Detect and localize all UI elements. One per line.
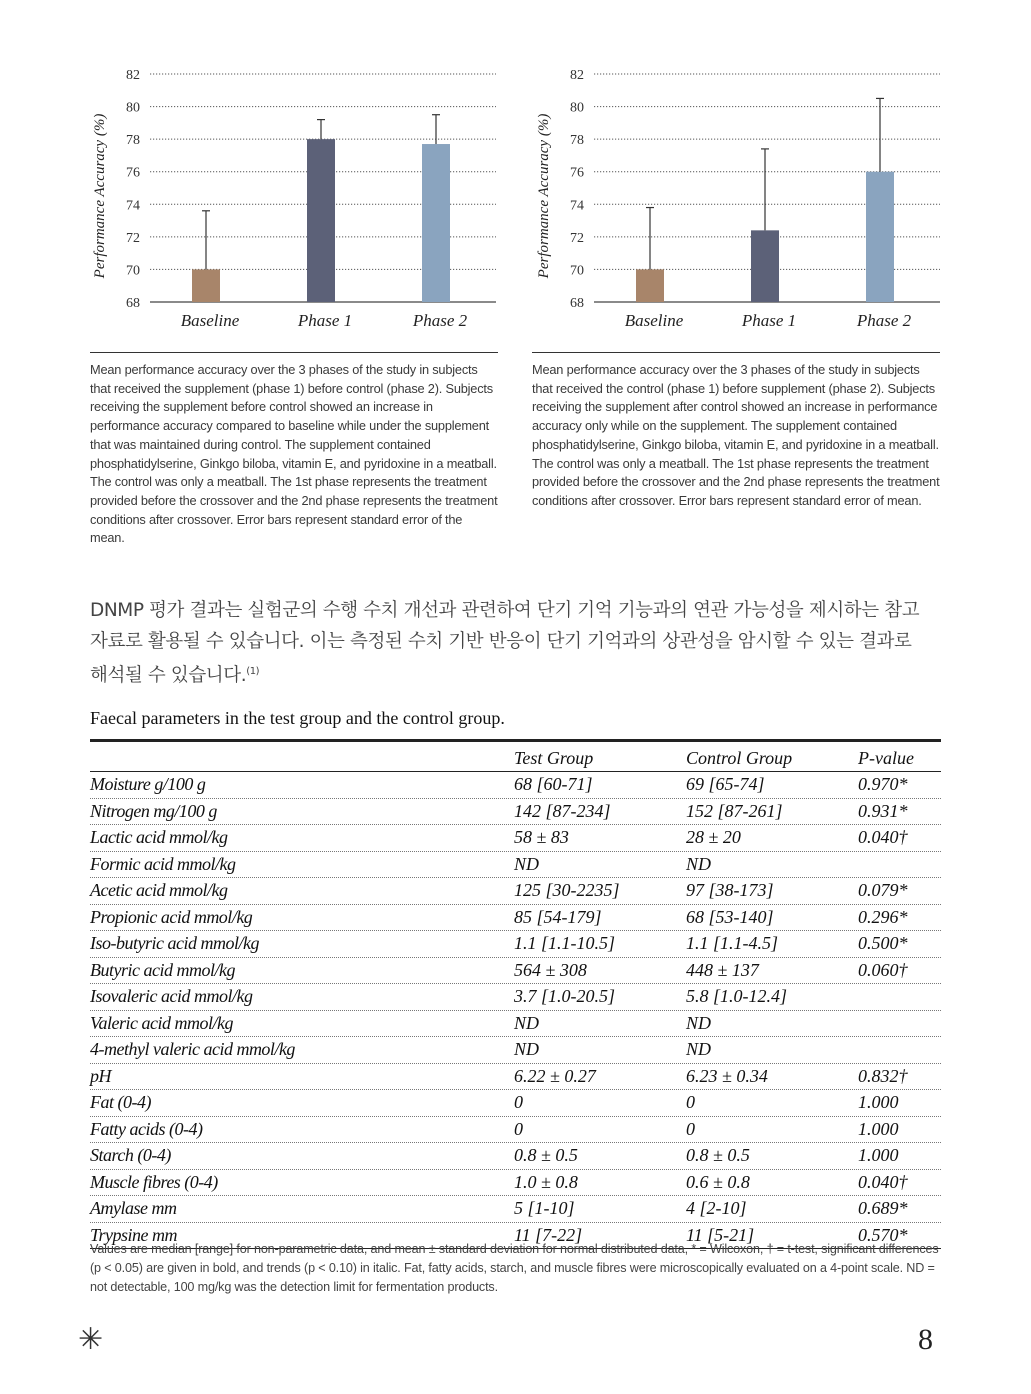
table-cell: 0 [686,1092,695,1112]
y-tick-label: 82 [570,68,584,83]
table-cell: 1.000 [858,1145,899,1165]
korean-line-2: 자료로 활용될 수 있습니다. 이는 측정된 수치 기반 반응이 단기 기억과의 상관성을 암시할 수 있는 결과로 [90,630,912,652]
table-cell: 11 [5-21] [686,1224,755,1245]
table-row [90,931,941,958]
x-category-label: Phase 1 [297,311,353,330]
table-cell: 0.500* [858,933,908,953]
y-tick-label: 68 [126,296,140,311]
table-row [90,1143,941,1170]
chart-right [526,55,966,340]
table-cell: Propionic acid mmol/kg [90,906,253,927]
table-cell: Fatty acids (0-4) [90,1118,203,1139]
table-cell: Moisture g/100 g [90,774,206,794]
table-cell: 97 [38-173] [686,880,774,900]
table-cell: 5.8 [1.0-12.4] [686,986,788,1006]
bar-chart-left [82,55,522,340]
table-cell: ND [514,853,540,874]
table-cell: 0.689* [858,1198,908,1218]
table-cell: Valeric acid mmol/kg [90,1012,233,1033]
table-cell: 58 ± 83 [514,827,569,847]
y-tick-label: 82 [126,68,140,83]
page-number: 8 [918,1323,933,1356]
table-row [90,1090,941,1117]
x-category-label: Baseline [180,311,240,330]
table-cell: 0.079* [858,880,908,900]
table-cell: ND [514,1039,540,1059]
korean-line-1: DNMP 평가 결과는 실험군의 수행 수치 개선과 관련하여 단기 기억 기능과의 연관 가능성을 제시하는 참고 [90,600,920,621]
table-cell: Butyric acid mmol/kg [90,959,235,980]
table-cell: 152 [87-261] [686,800,783,821]
y-tick-label: 68 [570,296,584,311]
table-cell: 0.8 ± 0.5 [686,1145,750,1165]
x-category-label: Phase 1 [741,311,797,330]
y-tick-label: 78 [570,133,584,149]
table-header-row [90,742,941,772]
table-cell: Formic acid mmol/kg [90,853,236,874]
table-cell: 11 [7-22] [514,1224,583,1245]
bar-left-baseline [192,269,220,302]
y-tick-label: 76 [126,165,140,181]
table-row [90,1196,941,1223]
table-row [90,1011,941,1038]
table-header-cell: P-value [858,748,914,768]
star-ornament-icon: ✳ [78,1322,104,1357]
table-row [90,1170,941,1197]
table-cell: 0.931* [858,800,908,821]
y-tick-label: 70 [570,263,584,279]
x-category-label: Phase 2 [856,311,912,330]
table-row [90,1117,941,1144]
table-header-cell: Test Group [514,748,594,768]
table-cell: Lactic acid mmol/kg [90,827,228,847]
table-cell: Iso-butyric acid mmol/kg [90,933,259,953]
table-row [90,905,941,932]
table-cell: 1.000 [858,1092,899,1112]
y-axis-title: Performance Accuracy (%) [536,113,552,279]
table-cell: Trypsine mm [90,1224,178,1245]
table-cell: 564 ± 308 [514,959,587,980]
table-row [90,799,941,826]
reference-marker: (1) [246,666,260,677]
x-category-label: Baseline [624,311,684,330]
table-cell: 0.6 ± 0.8 [686,1171,750,1192]
table-cell: 1.000 [858,1118,899,1139]
y-tick-label: 72 [126,230,140,246]
table-cell: 0 [686,1118,695,1139]
faecal-parameters-table [90,739,941,1249]
table-cell: 5 [1-10] [514,1198,575,1218]
table-cell: Nitrogen mg/100 g [90,800,217,821]
y-tick-label: 72 [570,230,584,246]
chart-caption-right: Mean performance accuracy over the 3 phases of the study in subjects that received the control (phase 1) before supplement (phase 2). Subjects receiving the supplement after control showed an increase in performance accuracy only while on the supplement. The supplement contained phosphatidylserine, Ginkgo biloba, vitamin E, and pyridoxine in a meatball. The control was only a meatball. The 1st phase represents the treatment provided before the crossover and the 2nd phase represents the treatment conditions after crossover. Error bars represent standard error of mean. [532,352,940,511]
table-cell: 1.0 ± 0.8 [514,1171,578,1192]
table-cell: 68 [60-71] [514,774,593,794]
bar-right-phase-2 [866,172,894,302]
table-cell: 0.040† [858,827,908,847]
table-footnote: Values are median [range] for non-parametric data, and mean ± standard deviation for normal distributed data, * = Wilcoxon, † = t-test, significant differences (p < 0.05) are given in bold, and trends (p < 0.10) in italic. Fat, fatty acids, starch, and muscle fibres were microscopically evaluated on a 4-point scale. ND = not detectable, 100 mg/kg was the detection limit for fermentation products. [90,1242,939,1294]
table-row [90,984,941,1011]
y-tick-label: 78 [126,133,140,149]
table-cell: 6.23 ± 0.34 [686,1065,768,1086]
y-tick-label: 80 [126,100,140,116]
table-cell: 4-methyl valeric acid mmol/kg [90,1039,295,1059]
bar-left-phase-2 [422,144,450,302]
table-row [90,958,941,985]
table-cell: 68 [53-140] [686,906,774,927]
table-cell: ND [514,1012,540,1033]
y-axis-title: Performance Accuracy (%) [92,113,108,279]
table-cell: ND [686,1039,712,1059]
table-header-cell: Control Group [686,748,793,768]
table-cell: 0.8 ± 0.5 [514,1145,578,1165]
table-cell: 0.040† [858,1171,908,1192]
table-cell: 142 [87-234] [514,800,611,821]
table-cell: Amylase mm [90,1198,177,1218]
table-cell: 0 [514,1092,523,1112]
table-cell: 1.1 [1.1-4.5] [686,933,779,953]
bar-chart-right [526,55,966,340]
table-cell: 448 ± 137 [686,959,759,980]
table-cell: 0.296* [858,906,908,927]
y-tick-label: 74 [570,198,584,214]
table-cell: ND [686,853,712,874]
x-category-label: Phase 2 [412,311,468,330]
korean-paragraph [90,596,950,692]
table-cell: 3.7 [1.0-20.5] [514,986,616,1006]
table-row [90,1064,941,1091]
table-cell: Isovaleric acid mmol/kg [90,986,253,1006]
table-cell: ND [686,1012,712,1033]
table-cell: Fat (0-4) [90,1092,151,1112]
bar-left-phase-1 [307,139,335,302]
y-tick-label: 80 [570,100,584,116]
chart-caption-left: Mean performance accuracy over the 3 phases of the study in subjects that received the supplement (phase 1) before control (phase 2). Subjects receiving the supplement before control showed an increase in performance accuracy compared to baseline while under the supplement that was maintained during control. The supplement contained phosphatidylserine, Ginkgo biloba, vitamin E, and pyridoxine in a meatball. The control was only a meatball. The 1st phase represents the treatment provided before the crossover and the 2nd phase represents the treatment conditions after crossover. Error bars represent standard error of the mean. [90,352,498,548]
y-tick-label: 76 [570,165,584,181]
table-cell: 125 [30-2235] [514,880,620,900]
chart-left [82,55,522,340]
y-tick-label: 70 [126,263,140,279]
table-cell: Acetic acid mmol/kg [90,880,228,900]
table-cell: 0.832† [858,1065,908,1086]
table-cell: 0.060† [858,959,908,980]
bar-right-baseline [636,269,664,302]
table-cell: 28 ± 20 [686,827,741,847]
table-row [90,825,941,852]
table-cell: 0.570* [858,1224,908,1245]
korean-line-3-text: 해석될 수 있습니다. [90,665,247,687]
table-cell: 0 [514,1118,523,1139]
bar-right-phase-1 [751,230,779,302]
table-row [90,878,941,905]
table-cell: Starch (0-4) [90,1145,171,1165]
table-cell: Muscle fibres (0-4) [90,1171,218,1192]
table-cell: pH [90,1065,111,1086]
table-cell: 6.22 ± 0.27 [514,1065,596,1086]
table-cell: 69 [65-74] [686,774,765,794]
table-row [90,772,941,799]
korean-line-3 [90,657,950,692]
table-cell: 85 [54-179] [514,906,602,927]
table-cell: 4 [2-10] [686,1198,747,1218]
table-cell: 0.970* [858,774,908,794]
y-tick-label: 74 [126,198,140,214]
table-row [90,852,941,879]
table-row [90,1037,941,1064]
table-title: Faecal parameters in the test group and the control group. [90,708,505,728]
table-cell: 1.1 [1.1-10.5] [514,933,616,953]
